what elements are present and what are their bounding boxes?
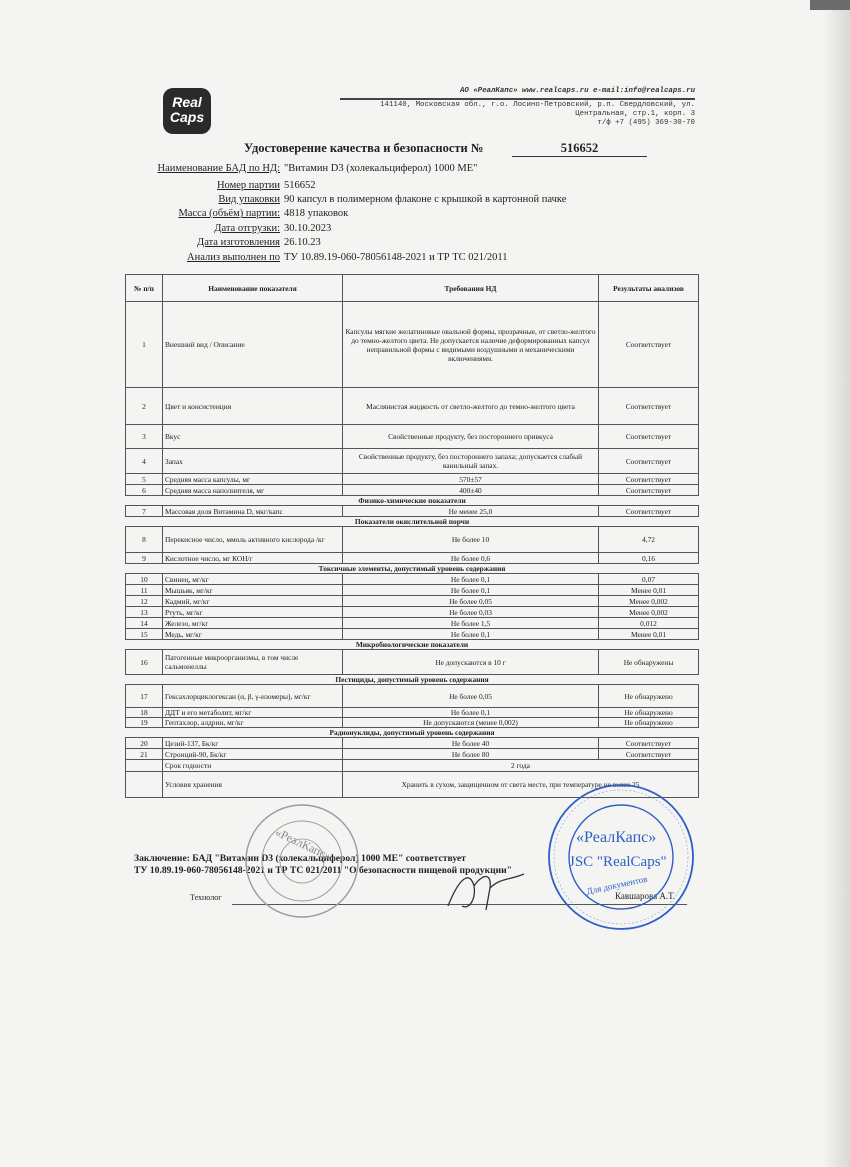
stamp-right-docs: Для документов	[585, 873, 649, 897]
row-result: Соответствует	[599, 474, 699, 485]
company-line: АО «РеалКапс» www.realcaps.ru e-mail:info@realcaps.ru	[459, 87, 695, 95]
row-number: 11	[126, 585, 163, 596]
meta-row	[0, 194, 850, 207]
meta-value: 26.10.23	[284, 237, 321, 248]
company-header	[340, 87, 695, 128]
row-indicator: Цвет и консистенция	[163, 388, 343, 425]
row-result: 4,72	[599, 527, 699, 553]
table-row	[126, 425, 699, 449]
row-requirement: Не более 0,6	[343, 553, 599, 564]
meta-row	[0, 237, 850, 250]
section-title: Микробиологические показатели	[126, 640, 699, 650]
row-indicator: Мышьяк, мг/кг	[163, 585, 343, 596]
table-row	[126, 708, 699, 718]
row-requirement: 400±40	[343, 485, 599, 496]
row-result: 0,012	[599, 618, 699, 629]
section-row	[126, 517, 699, 527]
company-address2: Центральная, стр.1, корп. 3	[575, 110, 695, 118]
row-result: Менее 0,002	[599, 607, 699, 618]
table-row	[126, 553, 699, 564]
meta-value: 516652	[284, 180, 316, 191]
table-row	[126, 527, 699, 553]
empty-cell	[126, 760, 163, 772]
row-number: 20	[126, 738, 163, 749]
shelf-life-row	[126, 760, 699, 772]
table-row	[126, 718, 699, 728]
row-requirement: Капсулы мягкие желатиновые овальной формы, прозрачные, от светло-желтого до темно-желтого цвета. Не допускается наличие деформированных капсул неправильной формы с видимыми воздушными и механическими включениями.	[343, 302, 599, 388]
row-result: Соответствует	[599, 738, 699, 749]
table-row	[126, 607, 699, 618]
row-requirement: Маслянистая жидкость от светло-желтого до темно-желтого цвета	[343, 388, 599, 425]
company-phone: т/ф +7 (495) 369-30-70	[597, 119, 695, 127]
certificate-number: 516652	[512, 141, 647, 157]
row-indicator: Средняя масса наполнителя, мг	[163, 485, 343, 496]
row-requirement: Не более 0,1	[343, 708, 599, 718]
row-number: 14	[126, 618, 163, 629]
meta-row	[0, 180, 850, 193]
row-indicator: Массовая доля Витамина D, мкг/капс	[163, 506, 343, 517]
row-requirement: Не допускаются (менее 0,002)	[343, 718, 599, 728]
row-indicator: Средняя масса капсулы, мг	[163, 474, 343, 485]
table-row	[126, 574, 699, 585]
storage-label: Условия хранения	[163, 772, 343, 798]
table-row	[126, 685, 699, 708]
row-requirement: Не более 80	[343, 749, 599, 760]
row-number: 21	[126, 749, 163, 760]
section-title: Токсичные элементы, допустимый уровень содержания	[126, 564, 699, 574]
meta-row	[0, 163, 850, 176]
row-requirement: Не более 10	[343, 527, 599, 553]
row-requirement: Не более 0,05	[343, 685, 599, 708]
col-header-requirements: Требования НД	[343, 275, 599, 302]
row-indicator: Патогенные микроорганизмы, в том числе сальмонеллы	[163, 650, 343, 675]
row-indicator: ДДТ и его метаболит, мг/кг	[163, 708, 343, 718]
row-number: 16	[126, 650, 163, 675]
header-rule	[340, 98, 695, 100]
row-result: Соответствует	[599, 506, 699, 517]
meta-label: Дата отгрузки:	[214, 223, 280, 234]
row-number: 8	[126, 527, 163, 553]
row-number: 12	[126, 596, 163, 607]
table-row	[126, 650, 699, 675]
table-row	[126, 738, 699, 749]
col-header-results: Результаты анализов	[599, 275, 699, 302]
row-number: 7	[126, 506, 163, 517]
row-requirement: Не более 40	[343, 738, 599, 749]
row-result: Не обнаружено	[599, 708, 699, 718]
row-number: 15	[126, 629, 163, 640]
section-row	[126, 675, 699, 685]
meta-value: ТУ 10.89.19-060-78056148-2021 и ТР ТС 021/2011	[284, 252, 508, 263]
handwritten-signature	[440, 866, 530, 914]
meta-value: 4818 упаковок	[284, 208, 349, 219]
meta-row	[0, 223, 850, 236]
meta-label: Вид упаковки	[218, 194, 280, 205]
section-row	[126, 640, 699, 650]
realcaps-logo	[163, 88, 211, 134]
col-header-indicator: Наименование показателя	[163, 275, 343, 302]
stamp-right	[546, 782, 696, 937]
row-requirement: Свойственные продукту, без постороннего привкуса	[343, 425, 599, 449]
row-requirement: Не более 0,1	[343, 574, 599, 585]
stamp-right-brand-ru: «РеалКапс»	[576, 829, 657, 846]
signer-name: Кавшарова А.Т.	[615, 891, 676, 901]
row-result: Менее 0,002	[599, 596, 699, 607]
meta-label: Анализ выполнен по	[187, 252, 280, 263]
row-result: Соответствует	[599, 388, 699, 425]
row-result: Не обнаружено	[599, 718, 699, 728]
signer-role: Технолог	[190, 893, 222, 902]
row-indicator: Медь, мг/кг	[163, 629, 343, 640]
row-number: 6	[126, 485, 163, 496]
page-corner	[810, 0, 850, 10]
row-requirement: Не более 0,05	[343, 596, 599, 607]
table-row	[126, 596, 699, 607]
row-indicator: Перекисное число, ммоль активного кислорода /кг	[163, 527, 343, 553]
row-indicator: Кадмий, мг/кг	[163, 596, 343, 607]
row-result: Соответствует	[599, 749, 699, 760]
table-row	[126, 474, 699, 485]
row-indicator: Внешний вид / Описание	[163, 302, 343, 388]
row-requirement: Не более 0,1	[343, 629, 599, 640]
section-row	[126, 496, 699, 506]
row-requirement: Не более 0,1	[343, 585, 599, 596]
section-title: Показатели окислительной порчи	[126, 517, 699, 527]
row-number: 13	[126, 607, 163, 618]
row-result: Не обнаружены	[599, 650, 699, 675]
stamp-left	[243, 802, 361, 925]
row-indicator: Свинец, мг/кг	[163, 574, 343, 585]
row-number: 4	[126, 449, 163, 474]
conclusion-line2: ТУ 10.89.19-060-78056148-2021 и ТР ТС 021/2011 "О безопасности пищевой продукции"	[134, 865, 513, 876]
empty-cell	[126, 772, 163, 798]
row-indicator: Стронций-90, Бк/кг	[163, 749, 343, 760]
row-result: Менее 0,01	[599, 629, 699, 640]
table-row	[126, 485, 699, 496]
row-indicator: Гептахлор, алдрин, мг/кг	[163, 718, 343, 728]
section-row	[126, 564, 699, 574]
meta-value: 90 капсул в полимерном флаконе с крышкой в картонной пачке	[284, 194, 567, 205]
row-indicator: Цезий-137, Бк/кг	[163, 738, 343, 749]
table-row	[126, 388, 699, 425]
row-number: 2	[126, 388, 163, 425]
row-number: 18	[126, 708, 163, 718]
table-row	[126, 749, 699, 760]
row-result: Соответствует	[599, 302, 699, 388]
quality-table	[125, 274, 699, 798]
table-row	[126, 449, 699, 474]
row-requirement: Не допускаются в 10 г	[343, 650, 599, 675]
meta-label: Наименование БАД по НД:	[157, 163, 280, 174]
meta-value: "Витамин D3 (холекальциферол) 1000 МЕ"	[284, 163, 478, 174]
row-requirement: Не менее 25,0	[343, 506, 599, 517]
row-result: 0,07	[599, 574, 699, 585]
meta-row	[0, 252, 850, 265]
meta-value: 30.10.2023	[284, 223, 332, 234]
table-row	[126, 585, 699, 596]
row-requirement: 570±57	[343, 474, 599, 485]
row-indicator: Гексахлорциклогексан (α, β, γ-изомеры), мг/кг	[163, 685, 343, 708]
row-indicator: Ртуть, мг/кг	[163, 607, 343, 618]
row-indicator: Запах	[163, 449, 343, 474]
meta-label: Дата изготовления	[197, 237, 280, 248]
row-indicator: Кислотное число, мг КОН/г	[163, 553, 343, 564]
row-result: Менее 0,01	[599, 585, 699, 596]
row-number: 3	[126, 425, 163, 449]
row-number: 9	[126, 553, 163, 564]
meta-label: Номер партии	[216, 180, 280, 191]
row-requirement: Свойственные продукту, без постороннего запаха; допускается слабый ванильный запах.	[343, 449, 599, 474]
shelf-life-value: 2 года	[343, 760, 699, 772]
shelf-life-label: Срок годности	[163, 760, 343, 772]
table-row	[126, 618, 699, 629]
meta-row	[0, 208, 850, 221]
row-indicator: Вкус	[163, 425, 343, 449]
row-number: 19	[126, 718, 163, 728]
row-number: 10	[126, 574, 163, 585]
document-title: Удостоверение качества и безопасности №	[244, 141, 484, 155]
row-result: 0,16	[599, 553, 699, 564]
section-title: Физико-химические показатели	[126, 496, 699, 506]
table-row	[126, 506, 699, 517]
row-requirement: Не более 1,5	[343, 618, 599, 629]
col-header-number: № п/п	[126, 275, 163, 302]
section-row	[126, 728, 699, 738]
row-number: 5	[126, 474, 163, 485]
stamp-right-brand-en: JSC "RealCaps"	[569, 854, 667, 870]
conclusion-line1: Заключение: БАД "Витамин D3 (холекальциферол) 1000 МЕ" соответствует	[134, 853, 466, 864]
row-result: Соответствует	[599, 449, 699, 474]
section-title: Пестициды, допустимый уровень содержания	[126, 675, 699, 685]
row-number: 1	[126, 302, 163, 388]
table-row	[126, 302, 699, 388]
table-header-row	[126, 275, 699, 302]
storage-value: Хранить в сухом, защищенном от света месте, при температуре не выше 25	[343, 772, 699, 798]
company-address1: 141140, Московская обл., г.о. Лосино-Петровский, р.п. Свердловский, ул.	[380, 101, 695, 109]
logo-line2: Caps	[169, 109, 205, 125]
logo-line1: Real	[172, 94, 202, 110]
section-title: Радионуклиды, допустимый уровень содержания	[126, 728, 699, 738]
table-row	[126, 629, 699, 640]
row-result: Соответствует	[599, 425, 699, 449]
row-result: Соответствует	[599, 485, 699, 496]
row-requirement: Не более 0,03	[343, 607, 599, 618]
row-result: Не обнаружено	[599, 685, 699, 708]
stamp-left-brand: «РеалКапс»	[273, 824, 334, 864]
row-indicator: Железо, мг/кг	[163, 618, 343, 629]
meta-label: Масса (объём) партии:	[178, 208, 280, 219]
row-number: 17	[126, 685, 163, 708]
